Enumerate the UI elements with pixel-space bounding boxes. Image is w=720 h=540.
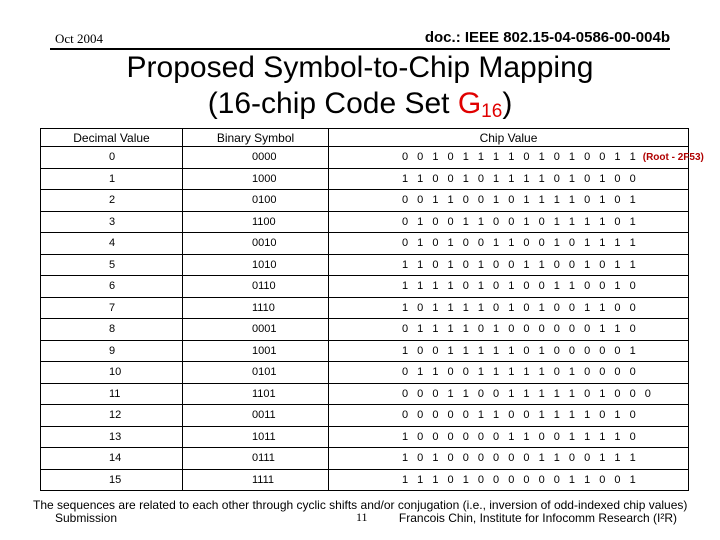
binary-symbol: 1011: [183, 426, 329, 448]
decimal-value: 8: [41, 319, 183, 341]
footnote: The sequences are related to each other through cyclic shifts and/or conjugation (i.e., inversion of odd-indexed chip values): [33, 498, 688, 512]
chip-value: [329, 469, 689, 491]
binary-symbol: 1001: [183, 340, 329, 362]
chip-value: [329, 362, 689, 384]
table-row: [41, 405, 689, 427]
footer-author: Francois Chin, Institute for Infocomm Research (I²R): [398, 511, 677, 525]
chip-value: [329, 276, 689, 298]
chip-sequence: 1 1 1 1 0 1 0 1 0 0 1 1 0 0 1 0: [402, 280, 639, 293]
decimal-value: 10: [41, 362, 183, 384]
binary-symbol: 0110: [183, 276, 329, 298]
chip-value: [329, 297, 689, 319]
binary-symbol: 1010: [183, 254, 329, 276]
chip-sequence: 1 0 0 1 1 1 1 1 0 1 0 0 0 0 0 1: [402, 344, 639, 357]
title-g-symbol: [458, 87, 502, 120]
binary-symbol: 0101: [183, 362, 329, 384]
title-prefix: (16-chip Code Set: [207, 87, 458, 120]
binary-symbol: 1000: [183, 168, 329, 190]
decimal-value: 6: [41, 276, 183, 298]
table-row: [41, 254, 689, 276]
decimal-value: 7: [41, 297, 183, 319]
chip-value: [329, 147, 704, 169]
symbol-chip-table: [40, 128, 704, 491]
decimal-value: 15: [41, 469, 183, 491]
decimal-value: 11: [41, 383, 183, 405]
decimal-value: 0: [41, 147, 183, 169]
table-row: [41, 448, 689, 470]
chip-sequence: 0 0 1 1 0 0 1 0 1 1 1 1 0 1 0 1: [402, 194, 639, 207]
page-number: 11: [356, 510, 368, 524]
chip-value: [329, 383, 689, 405]
header-chip: Chip Value: [329, 129, 689, 147]
header-decimal: Decimal Value: [41, 129, 183, 147]
decimal-value: 4: [41, 233, 183, 255]
title-g-subscript: 16: [481, 101, 503, 122]
chip-sequence: 0 1 0 0 1 1 0 0 1 0 1 1 1 1 0 1: [402, 215, 639, 228]
decimal-value: 5: [41, 254, 183, 276]
chip-sequence: 1 1 0 1 0 1 0 0 1 1 0 0 1 0 1 1: [402, 258, 639, 271]
table-row: [41, 319, 689, 341]
chip-value: [329, 211, 689, 233]
header-date: Oct 2004: [55, 31, 104, 46]
chip-sequence: 0 0 0 1 1 0 0 1 1 1 1 1 0 1 0 0 0: [402, 387, 654, 400]
chip-value: [329, 168, 689, 190]
table-row: [41, 233, 689, 255]
table-row: [41, 147, 689, 169]
chip-value: [329, 426, 689, 448]
title-g: G: [457, 87, 482, 120]
table-row: [41, 211, 689, 233]
decimal-value: 13: [41, 426, 183, 448]
slide-title-line1: Proposed Symbol-to-Chip Mapping: [126, 51, 594, 84]
chip-sequence: 1 0 1 1 1 1 0 1 0 1 0 0 1 1 0 0: [402, 301, 639, 314]
table-row: [41, 362, 689, 384]
table-row: [41, 469, 689, 491]
decimal-value: 2: [41, 190, 183, 212]
chip-sequence: 0 1 1 1 1 0 1 0 0 0 0 0 0 1 1 0: [402, 323, 639, 336]
table-row: [41, 297, 689, 319]
decimal-value: 14: [41, 448, 183, 470]
chip-sequence: 0 0 1 0 1 1 1 1 0 1 0 1 0 0 1 1: [402, 151, 639, 164]
binary-symbol: 0111: [183, 448, 329, 470]
root-note: (Root - 2F53): [642, 152, 704, 164]
binary-symbol: 0010: [183, 233, 329, 255]
slide-title-line2: [0, 86, 720, 122]
table-row: [41, 190, 689, 212]
chip-sequence: 1 1 1 0 1 0 0 0 0 0 0 1 1 0 0 1: [402, 473, 639, 486]
binary-symbol: 1101: [183, 383, 329, 405]
table-row: [41, 276, 689, 298]
chip-sequence: 1 0 0 0 0 0 0 1 1 0 0 1 1 1 1 0: [402, 430, 639, 443]
header-binary: Binary Symbol: [183, 129, 329, 147]
binary-symbol: 0100: [183, 190, 329, 212]
title-suffix: ): [502, 87, 513, 120]
binary-symbol: 1110: [183, 297, 329, 319]
chip-value: [329, 233, 689, 255]
chip-sequence: 1 1 0 0 1 0 1 1 1 1 0 1 0 1 0 0: [402, 172, 639, 185]
chip-sequence: 0 1 0 1 0 0 1 1 0 0 1 0 1 1 1 1: [402, 237, 639, 250]
binary-symbol: 0001: [183, 319, 329, 341]
binary-symbol: 0011: [183, 405, 329, 427]
binary-symbol: 1111: [183, 469, 329, 491]
decimal-value: 1: [41, 168, 183, 190]
table-row: [41, 168, 689, 190]
decimal-value: 12: [41, 405, 183, 427]
decimal-value: 9: [41, 340, 183, 362]
chip-sequence: 1 0 1 0 0 0 0 0 0 1 1 0 0 1 1 1: [402, 452, 639, 465]
table-row: [41, 340, 689, 362]
chip-value: [329, 405, 689, 427]
binary-symbol: 1100: [183, 211, 329, 233]
chip-value: [329, 254, 689, 276]
decimal-value: 3: [41, 211, 183, 233]
chip-value: [329, 340, 689, 362]
footer-submission: Submission: [55, 511, 118, 525]
binary-symbol: 0000: [183, 147, 329, 169]
chip-value: [329, 190, 689, 212]
table-body: [41, 147, 704, 491]
table-row: [41, 426, 689, 448]
chip-value: [329, 319, 689, 341]
chip-value: [329, 448, 689, 470]
chip-sequence: 0 0 0 0 0 1 1 0 0 1 1 1 1 0 1 0: [402, 409, 639, 422]
header-doc-id: doc.: IEEE 802.15-04-0586-00-004b: [424, 29, 670, 46]
table-row: [41, 383, 689, 405]
table-header-row: [41, 129, 689, 147]
chip-sequence: 0 1 1 0 0 1 1 1 1 1 0 1 0 0 0 0: [402, 366, 639, 379]
